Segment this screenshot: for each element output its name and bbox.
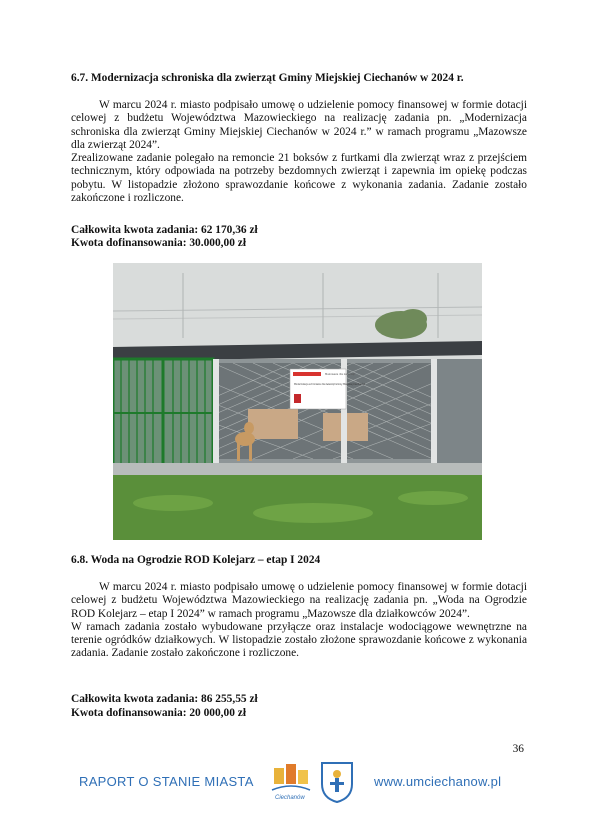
section-6-8-total: Całkowita kwota zadania: 86 255,55 zł [71, 693, 258, 705]
sign-caption-text: Modernizacja schroniska dla zwierząt Gminy Miejskiej Ciechanów [294, 383, 366, 386]
section-6-8-paragraph-2: W ramach zadania zostało wybudowane przyłącze oraz instalacje wodociągowe wewnętrzne na terenie ogródków działkowych. W listopadzie zostało złożone sprawozdanie końcowe z wykonania zadania. Zadanie zostało zakończone i rozliczone. [71, 620, 527, 660]
animal-shelter-photo [113, 263, 482, 540]
green-gate [113, 359, 213, 469]
section-6-8-cofinancing: Kwota dofinansowania: 20 000,00 zł [71, 707, 246, 719]
website-url: www.umciechanow.pl [374, 774, 502, 789]
logo-city-name: Ciechanów [275, 795, 305, 801]
report-title: RAPORT O STANIE MIASTA [79, 774, 254, 789]
city-logo-icon [268, 762, 314, 802]
page-footer [0, 760, 594, 810]
section-6-7-paragraph-1: W marcu 2024 r. miasto podpisało umowę o udzielenie pomocy finansowej w formie dotacji celowej z budżetu Województwa Mazowieckiego na realizację zadania pn. „Modernizacja schroniska dla zwierząt Gminy Miejskiej Ciechanów w 2024 r.” w ramach programu „Mazowsze dla zwierząt 2024”. [71, 99, 527, 151]
section-6-7-body [71, 99, 527, 205]
section-6-8-body [71, 581, 527, 661]
sign-header-text: Mazowsze dla zwierząt [325, 373, 355, 376]
section-6-8-paragraph-1: W marcu 2024 r. miasto podpisało umowę o udzielenie pomocy finansowej w formie dotacji celowej z budżetu Województwa Mazowieckiego na realizację zadania pn. „Woda na Ogrodzie ROD Kolejarz – etap I 2024” w ramach programu „Mazowsze dla działkowców 2024”. [71, 581, 527, 620]
section-heading-6-8: 6.8. Woda na Ogrodzie ROD Kolejarz – etap I 2024 [71, 554, 321, 566]
coat-of-arms-icon [319, 760, 355, 804]
section-heading-6-7: 6.7. Modernizacja schroniska dla zwierząt Gminy Miejskiej Ciechanów w 2024 r. [71, 72, 464, 84]
section-6-7-total: Całkowita kwota zadania: 62 170,36 zł [71, 224, 258, 236]
section-6-7-paragraph-2: Zrealizowane zadanie polegało na remoncie 21 boksów z furtkami dla zwierząt wraz z przejściem technicznym, który odpowiada na potrzeby bezdomnych zwierząt i zapewnia im opiekę podczas pobytu. W listopadzie złożono sprawozdanie końcowe z wykonania zadania. Zadanie zostało zakończone i rozliczone. [71, 152, 527, 205]
section-6-7-cofinancing: Kwota dofinansowania: 30.000,00 zł [71, 237, 246, 249]
page-number: 36 [512, 743, 524, 755]
